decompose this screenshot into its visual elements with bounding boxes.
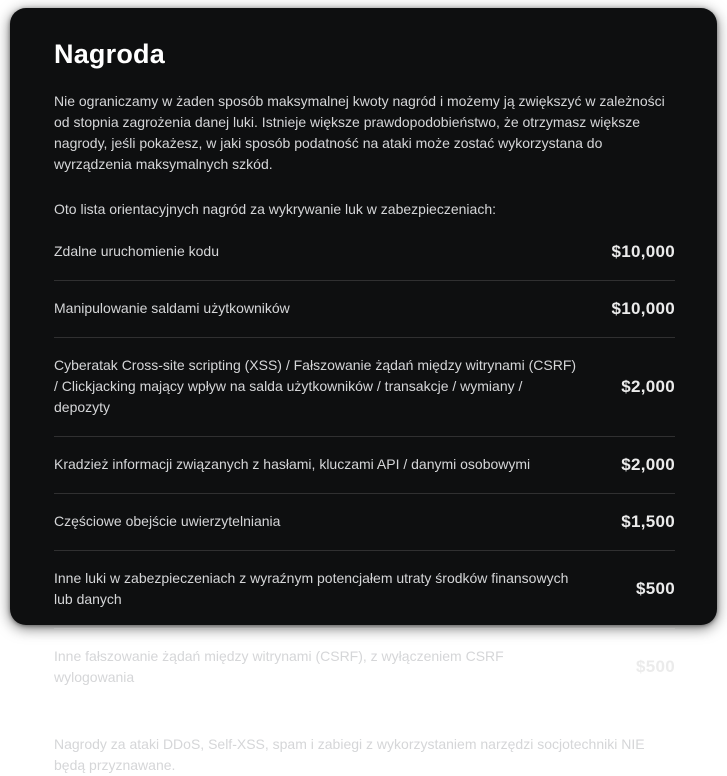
reward-description: Kradzież informacji związanych z hasłami, kluczami API / danymi osobowymi xyxy=(54,456,531,473)
reward-description: Inne fałszowanie żądań między witrynami (CSRF), z wyłączeniem CSRF wylogowania xyxy=(54,648,504,686)
reward-description: Manipulowanie saldami użytkowników xyxy=(54,300,290,317)
page-title: Nagroda xyxy=(54,39,165,69)
intro-paragraph: Nie ograniczamy w żaden sposób maksymalnej kwoty nagród i możemy ją zwiększyć w zależności od stopnia zagrożenia danej luki. Istnieje większe prawdopodobieństwo, że otrzymasz większe nagrody, jeśli pokażesz, w jaki sposób podatność na ataki może zostać wykorzystana do wyrządzenia maksymalnych szkód. xyxy=(54,93,665,173)
reward-description: Cyberatak Cross-site scripting (XSS) / Fałszowanie żądań między witrynami (CSRF) / Clickjacking mający wpływ na salda użytkowników / transakcje / wymiany / depozyty xyxy=(54,357,577,416)
rewards-table xyxy=(54,224,675,707)
table-row xyxy=(54,629,675,707)
table-row xyxy=(54,224,675,281)
reward-description: Zdalne uruchomienie kodu xyxy=(54,243,219,260)
table-row xyxy=(54,494,675,551)
table-row xyxy=(54,281,675,338)
reward-card xyxy=(10,8,717,774)
reward-amount: $10,000 xyxy=(611,298,675,318)
table-row xyxy=(54,338,675,437)
table-row xyxy=(54,437,675,494)
reward-amount: $2,000 xyxy=(621,376,675,396)
reward-amount: $1,500 xyxy=(621,511,675,531)
footer-note: Nagrody za ataki DDoS, Self-XSS, spam i zabiegi z wykorzystaniem narzędzi socjotechniki NIE będą przyznawane. xyxy=(54,736,645,774)
reward-amount: $2,000 xyxy=(621,454,675,474)
reward-amount: $10,000 xyxy=(611,241,675,261)
reward-description: Częściowe obejście uwierzytelniania xyxy=(54,513,281,530)
reward-amount: $500 xyxy=(635,579,675,599)
list-intro-text: Oto lista orientacyjnych nagród za wykrywanie luk w zabezpieczeniach: xyxy=(54,201,496,218)
table-row xyxy=(54,551,675,629)
reward-description: Inne luki w zabezpieczeniach z wyraźnym potencjałem utraty środków finansowych lub danych xyxy=(54,570,569,608)
reward-amount: $500 xyxy=(635,657,675,677)
